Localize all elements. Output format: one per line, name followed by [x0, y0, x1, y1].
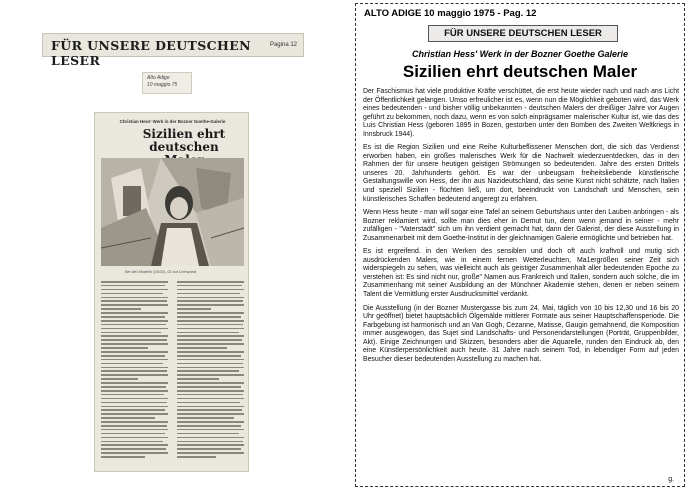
- clipping-text-column: [177, 281, 244, 467]
- article-paragraph: Der Faschismus hat viele produktive Kräfte verschüttet, die erst heute wieder nach und nach ans Licht der Öffentlichkeit gelangen. Umso erfreulicher ist es, wenn nun die Möglichkeit geboten wird, das Werk eines bedeutenden - und bisher völlig unbekannten - deutschen Malers der dreißiger Jahre vor Augen geführt zu bekommen, noch dazu, wenn es von solch einprägsamer malerischer Kultur ist, wie das des Luis Christian Hess (geboren 1895 in Bozen, gestorben unter den Bomben des Zweiten Weltkriegs in Innsbruck 1944).: [363, 88, 679, 138]
- painting-caption: Bei del Modello (1932), Öl auf Leinwand: [125, 269, 197, 274]
- painting-image: [101, 158, 244, 266]
- source-slip-line: Alto Adige: [147, 75, 170, 81]
- article-kicker: Christian Hess' Werk in der Bozner Goethe Galerie: [411, 49, 629, 59]
- article-paragraph: Die Ausstellung (in der Bozner Mustergasse bis zum 24. Mai, täglich von 10 bis 12,30 und 16 bis 20 Uhr geöffnet) bietet hauptsächlich Ölgemälde mittlerer Formate aus seiner Hauptschaffensperiode. Die Farbgebung ist harmonisch und an Van Gogh, Cezanne, Matisse, Gaugin gemahnend, die Komposition immer ausgewogen, das Sujet sind Landschafts- und Personendarstellungen (Porträt, Gruppenbilder, Akt). Einige Zeichnungen und Skizzen, besonders aber die Aquarelle, runden den Eindruck ab, den eine Künstlerpersönlichkeit auch heute. 31 Jahre nach seinem Tod, in lebendiger Form auf jeden Besucher dieser bedeutenden Ausstellung zu machen hat.: [363, 304, 679, 363]
- source-slip: [142, 72, 192, 94]
- article-paragraph: Wenn Hess heute - man will sogar eine Tafel an seinem Geburtshaus unter den Lauben anbringen - als Bozner reklamiert wird, sollte man dies eher in Demut tun, denn wenn jemand in seiner - mehr zufälligen - "Vaterstadt" sich um ihn verdient gemacht hat, dann der Galerist, der diese Ausstellung in Zusammenarbeit mit dem Goethe-Institut in der gleichnamigen Galerie ermöglichte und betrieben hat.: [363, 209, 679, 242]
- author-signature: g.: [668, 476, 674, 483]
- article-paragraph: Es ist die Region Sizilien und eine Reihe Kulturbeflissener Menschen dort, die sich das Verdienst erworben haben, ein großes malerisches Werk für die Nachwelt wiederzuentdecken, das in den Rahmen der für unsere heutigen geistigen Strömungen so bedeutenden. Jahre des ersten Drittels unseres 20. Jahrhunderts gehört. Es war der unbeugsam freiheitsliebende künstlerische Gestaltungswille von Hess, der ihn aus Nazideutschland, das seine Kunst nicht schätzte, nach Italien und speziell Sizilien - flüchten ließ, um dort, beeindruckt von Landschaft und Menschen, sein künstlerisches Schaffen bedeutend angeregt zu erfahren.: [363, 144, 679, 203]
- header-banner: FÜR UNSERE DEUTSCHEN LESER: [428, 25, 618, 42]
- article-headline: Sizilien ehrt deutschen Maler: [402, 62, 638, 81]
- clipping-text-column: [101, 281, 168, 467]
- clipping-header-strip: [42, 33, 304, 68]
- source-line: ALTO ADIGE 10 maggio 1975 - Pag. 12: [364, 8, 537, 19]
- clipping-headline-line: Sizilien ehrt: [142, 127, 226, 141]
- article-body: [363, 88, 679, 369]
- clipping-header-title: FÜR UNSERE DEUTSCHEN LESER: [51, 38, 251, 68]
- clipping-scan-panel: [0, 0, 345, 500]
- clipping-header-page: Pagina 12: [269, 42, 297, 48]
- article-paragraph: Es ist ergreifend. in den Werken des sensiblen und doch oft auch kraftvoll und mutig sich ausdrückenden Malers, wie in einem fernen Wetterleuchten, Ma1ergrößen seiner Zeit sich widerspiegeln zu sehen, was vielleicht auch als geistiger Zusammenhalt aller bedeutenden Epoche zu verstehen ist: Es sind nicht nur, große" Namen aus Frankreich und Italien, sondern auch solche, die im Zusammenhang mit seiner Ausbildung an der Münchner Akademie stehen, denen er neben seinem Talent die Vermittlung erster Ausdrucksmittel verdankt.: [363, 248, 679, 299]
- transcription-panel: [355, 3, 685, 487]
- painting-reproduction: [101, 158, 244, 266]
- clipping-article: [94, 112, 249, 472]
- clipping-kicker: Christian Hess' Werk in der Bozner Goethe-Galerie: [119, 119, 226, 124]
- source-slip-line: 10 maggio 75: [147, 82, 178, 88]
- clipping-headline-line: deutschen: [149, 140, 219, 154]
